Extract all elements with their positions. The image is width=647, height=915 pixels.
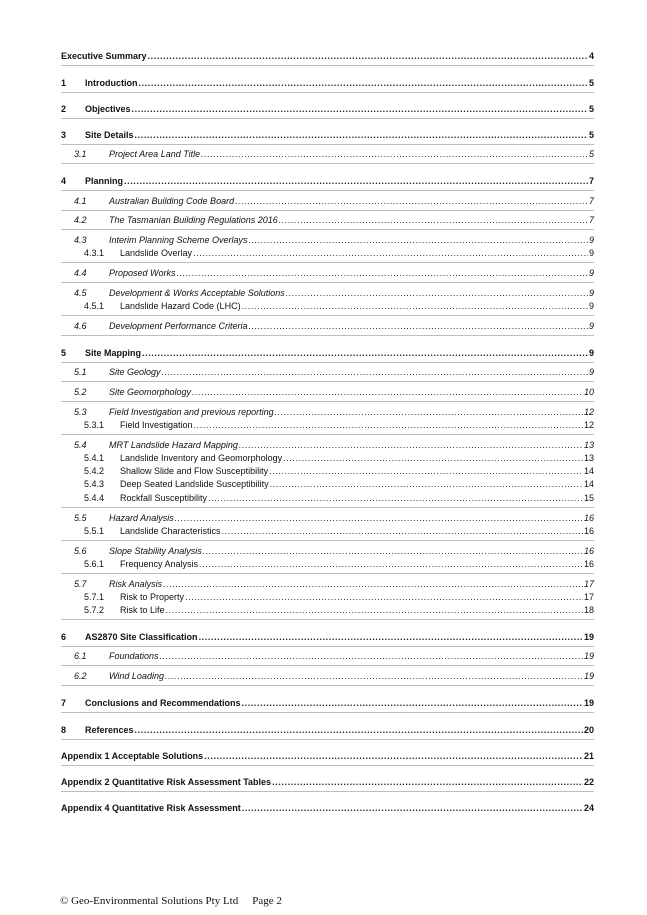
toc-divider xyxy=(61,210,594,211)
toc-entry-page: 24 xyxy=(583,803,594,813)
toc-entry-title: AS2870 Site Classification xyxy=(85,632,198,642)
toc-dot-leader xyxy=(163,578,583,591)
toc-entry-number: 4.5.1 xyxy=(84,301,105,311)
toc-entry-title: Appendix 2 Quantitative Risk Assessment Tables xyxy=(61,777,272,787)
toc-dot-leader xyxy=(208,492,583,505)
toc-entry-number: 6.2 xyxy=(74,671,87,681)
toc-entry-page: 9 xyxy=(588,367,594,377)
toc-entry[interactable] xyxy=(61,478,594,491)
toc-entry-number: 4.6 xyxy=(74,321,87,331)
toc-divider xyxy=(61,540,594,541)
toc-dot-leader xyxy=(269,465,583,478)
toc-entry-number: 5.4.3 xyxy=(84,479,105,489)
toc-entry-page: 9 xyxy=(588,321,594,331)
toc-entry-title: Deep Seated Landslide Susceptibility xyxy=(120,479,269,489)
toc-entry-page: 19 xyxy=(583,671,594,681)
toc-entry[interactable] xyxy=(61,195,594,208)
toc-entry-page: 18 xyxy=(583,605,594,615)
toc-entry-number: 5 xyxy=(61,348,67,358)
toc-entry-number: 4.4 xyxy=(74,268,87,278)
toc-entry-page: 14 xyxy=(583,479,594,489)
toc-entry-title: Foundations xyxy=(109,651,159,661)
toc-entry-number: 4.3 xyxy=(74,235,87,245)
toc-divider xyxy=(61,665,594,666)
toc-entry-page: 22 xyxy=(583,777,594,787)
toc-entry-title: Frequency Analysis xyxy=(120,559,199,569)
toc-dot-leader xyxy=(222,525,583,538)
toc-entry[interactable] xyxy=(61,670,594,683)
toc-entry-title: Objectives xyxy=(85,104,131,114)
toc-entry-number: 2 xyxy=(61,104,67,114)
toc-entry[interactable] xyxy=(61,492,594,505)
toc-entry[interactable] xyxy=(61,366,594,379)
toc-entry-number: 5.4.2 xyxy=(84,466,105,476)
toc-dot-leader xyxy=(249,234,588,247)
toc-entry-page: 16 xyxy=(583,559,594,569)
toc-dot-leader xyxy=(249,320,588,333)
toc-entry[interactable] xyxy=(61,77,594,90)
toc-entry-page: 12 xyxy=(583,407,594,417)
toc-entry-number: 5.2 xyxy=(74,387,87,397)
toc-divider xyxy=(61,362,594,363)
toc-divider xyxy=(61,791,594,792)
toc-dot-leader xyxy=(235,195,588,208)
toc-entry-number: 5.3.1 xyxy=(84,420,105,430)
toc-entry-page: 19 xyxy=(583,651,594,661)
toc-entry[interactable] xyxy=(61,631,594,644)
toc-divider xyxy=(61,282,594,283)
toc-entry-title: Introduction xyxy=(85,78,138,88)
toc-entry-title: Site Mapping xyxy=(85,348,141,358)
toc-entry-page: 9 xyxy=(588,348,594,358)
toc-divider xyxy=(61,92,594,93)
toc-entry-title: Site Details xyxy=(85,130,134,140)
toc-dot-leader xyxy=(199,558,583,571)
toc-entry-page: 7 xyxy=(588,215,594,225)
toc-entry-title: Landslide Inventory and Geomorphology xyxy=(120,453,283,463)
toc-entry[interactable] xyxy=(61,267,594,280)
toc-entry-number: 3.1 xyxy=(74,149,87,159)
toc-divider xyxy=(61,229,594,230)
toc-entry-page: 13 xyxy=(583,453,594,463)
toc-entry-number: 5.4.4 xyxy=(84,493,105,503)
toc-entry-page: 5 xyxy=(588,130,594,140)
toc-entry-number: 5.6 xyxy=(74,546,87,556)
toc-entry[interactable] xyxy=(61,247,594,260)
toc-entry-page: 10 xyxy=(583,387,594,397)
toc-divider xyxy=(61,712,594,713)
toc-dot-leader xyxy=(272,776,583,789)
toc-entry-number: 1 xyxy=(61,78,67,88)
toc-entry[interactable] xyxy=(61,103,594,116)
toc-entry-title: Field Investigation and previous reporting xyxy=(109,407,274,417)
toc-dot-leader xyxy=(166,604,583,617)
toc-dot-leader xyxy=(270,478,583,491)
toc-entry-title: The Tasmanian Building Regulations 2016 xyxy=(109,215,278,225)
toc-entry-page: 13 xyxy=(583,440,594,450)
toc-entry-page: 16 xyxy=(583,546,594,556)
toc-dot-leader xyxy=(124,175,588,188)
toc-entry-number: 5.6.1 xyxy=(84,559,105,569)
toc-dot-leader xyxy=(275,406,583,419)
toc-dot-leader xyxy=(193,247,588,260)
toc-entry-page: 17 xyxy=(583,592,594,602)
toc-dot-leader xyxy=(203,545,583,558)
toc-dot-leader xyxy=(148,50,588,63)
toc-entry-number: 5.1 xyxy=(74,367,87,377)
toc-divider xyxy=(61,381,594,382)
toc-entry-title: Landslide Overlay xyxy=(120,248,193,258)
toc-divider xyxy=(61,434,594,435)
toc-entry[interactable] xyxy=(61,724,594,737)
toc-entry-number: 5.7.1 xyxy=(84,592,105,602)
toc-entry[interactable] xyxy=(61,591,594,604)
toc-entry-number: 4.2 xyxy=(74,215,87,225)
toc-entry-page: 17 xyxy=(583,579,594,589)
toc-entry[interactable] xyxy=(61,148,594,161)
toc-dot-leader xyxy=(201,148,588,161)
toc-entry-title: Appendix 4 Quantitative Risk Assessment xyxy=(61,803,241,813)
toc-dot-leader xyxy=(132,103,588,116)
toc-entry-page: 5 xyxy=(588,104,594,114)
toc-entry-title: Proposed Works xyxy=(109,268,176,278)
toc-entry[interactable] xyxy=(61,802,594,815)
toc-entry-title: Project Area Land Title xyxy=(109,149,201,159)
toc-entry-number: 5.4.1 xyxy=(84,453,105,463)
toc-divider xyxy=(61,335,594,336)
toc-entry-page: 16 xyxy=(583,513,594,523)
toc-entry[interactable] xyxy=(61,234,594,247)
toc-entry-title: Development & Works Acceptable Solutions xyxy=(109,288,285,298)
toc-divider xyxy=(61,739,594,740)
toc-dot-leader xyxy=(185,591,583,604)
toc-divider xyxy=(61,118,594,119)
toc-entry[interactable] xyxy=(61,525,594,538)
toc-entry-title: Risk to Property xyxy=(120,592,185,602)
toc-entry-title: Site Geology xyxy=(109,367,161,377)
toc-entry-title: Rockfall Susceptibility xyxy=(120,493,208,503)
page-footer xyxy=(60,895,282,907)
toc-entry[interactable] xyxy=(61,419,594,432)
toc-entry[interactable] xyxy=(61,129,594,142)
toc-entry[interactable] xyxy=(61,300,594,313)
toc-entry-title: Risk to Life xyxy=(120,605,165,615)
footer-copyright: © Geo-Environmental Solutions Pty Ltd xyxy=(60,895,239,907)
toc-entry-page: 14 xyxy=(583,466,594,476)
toc-entry-page: 7 xyxy=(588,176,594,186)
toc-entry-title: Site Geomorphology xyxy=(109,387,192,397)
toc-entry-number: 4 xyxy=(61,176,67,186)
toc-entry[interactable] xyxy=(61,406,594,419)
toc-entry-title: Interim Planning Scheme Overlays xyxy=(109,235,248,245)
toc-entry-title: Australian Building Code Board xyxy=(109,196,235,206)
toc-entry-page: 16 xyxy=(583,526,594,536)
toc-entry[interactable] xyxy=(61,512,594,525)
toc-entry-number: 5.7.2 xyxy=(84,605,105,615)
toc-dot-leader xyxy=(175,512,583,525)
toc-entry-number: 3 xyxy=(61,130,67,140)
toc-entry[interactable] xyxy=(61,175,594,188)
toc-entry-number: 8 xyxy=(61,725,67,735)
toc-divider xyxy=(61,646,594,647)
toc-divider xyxy=(61,619,594,620)
toc-entry-page: 4 xyxy=(588,51,594,61)
toc-entry-title: Shallow Slide and Flow Susceptibility xyxy=(120,466,269,476)
toc-entry-page: 20 xyxy=(583,725,594,735)
toc-entry[interactable] xyxy=(61,604,594,617)
toc-divider xyxy=(61,507,594,508)
toc-entry[interactable] xyxy=(61,558,594,571)
toc-entry[interactable] xyxy=(61,439,594,452)
toc-entry[interactable] xyxy=(61,386,594,399)
toc-entry-page: 5 xyxy=(588,78,594,88)
toc-entry-page: 5 xyxy=(588,149,594,159)
toc-dot-leader xyxy=(162,366,588,379)
toc-entry[interactable] xyxy=(61,578,594,591)
toc-dot-leader xyxy=(242,300,588,313)
toc-dot-leader xyxy=(239,439,583,452)
footer-page-number: Page 2 xyxy=(252,895,282,907)
toc-entry-number: 4.3.1 xyxy=(84,248,105,258)
toc-divider xyxy=(61,190,594,191)
toc-dot-leader xyxy=(242,697,583,710)
toc-dot-leader xyxy=(177,267,588,280)
toc-entry[interactable] xyxy=(61,347,594,360)
toc-divider xyxy=(61,144,594,145)
toc-entry-title: References xyxy=(85,725,134,735)
toc-entry[interactable] xyxy=(61,545,594,558)
toc-entry-number: 6 xyxy=(61,632,67,642)
toc-entry[interactable] xyxy=(61,214,594,227)
toc-entry[interactable] xyxy=(61,452,594,465)
toc-entry-title: Conclusions and Recommendations xyxy=(85,698,241,708)
toc-entry-page: 19 xyxy=(583,698,594,708)
toc-entry-title: Wind Loading xyxy=(109,671,164,681)
toc-entry[interactable] xyxy=(61,50,594,63)
toc-entry-page: 9 xyxy=(588,268,594,278)
toc-entry-page: 9 xyxy=(588,301,594,311)
toc-dot-leader xyxy=(283,452,583,465)
toc-divider xyxy=(61,163,594,164)
toc-entry[interactable] xyxy=(61,650,594,663)
toc-entry[interactable] xyxy=(61,320,594,333)
toc-entry[interactable] xyxy=(61,465,594,478)
toc-dot-leader xyxy=(192,386,583,399)
toc-entry-title: Field Investigation xyxy=(120,420,193,430)
toc-entry-title: Landslide Characteristics xyxy=(120,526,221,536)
toc-entry-page: 19 xyxy=(583,632,594,642)
toc-dot-leader xyxy=(135,724,583,737)
toc-dot-leader xyxy=(279,214,588,227)
toc-dot-leader xyxy=(204,750,583,763)
toc-entry-title: Hazard Analysis xyxy=(109,513,174,523)
toc-divider xyxy=(61,262,594,263)
toc-entry-number: 5.3 xyxy=(74,407,87,417)
toc-dot-leader xyxy=(139,77,588,90)
toc-dot-leader xyxy=(135,129,588,142)
toc-divider xyxy=(61,401,594,402)
toc-entry-number: 6.1 xyxy=(74,651,87,661)
toc-entry-title: Slope Stability Analysis xyxy=(109,546,202,556)
toc-entry-number: 5.5 xyxy=(74,513,87,523)
toc-entry-page: 15 xyxy=(583,493,594,503)
toc-divider xyxy=(61,765,594,766)
toc-dot-leader xyxy=(165,670,583,683)
toc-entry-title: Planning xyxy=(85,176,123,186)
toc-entry[interactable] xyxy=(61,776,594,789)
toc-entry-number: 5.5.1 xyxy=(84,526,105,536)
toc-entry-page: 12 xyxy=(583,420,594,430)
toc-divider xyxy=(61,573,594,574)
toc-dot-leader xyxy=(142,347,588,360)
toc-entry-title: Executive Summary xyxy=(61,51,147,61)
toc-dot-leader xyxy=(160,650,583,663)
toc-entry-title: Landslide Hazard Code (LHC) xyxy=(120,301,241,311)
toc-entry[interactable] xyxy=(61,287,594,300)
toc-entry-page: 21 xyxy=(583,751,594,761)
toc-entry-number: 4.1 xyxy=(74,196,87,206)
toc-entry-page: 9 xyxy=(588,248,594,258)
toc-entry-title: Risk Analysis xyxy=(109,579,163,589)
toc-dot-leader xyxy=(194,419,583,432)
toc-dot-leader xyxy=(286,287,588,300)
toc-entry-page: 9 xyxy=(588,235,594,245)
toc-entry-number: 7 xyxy=(61,698,67,708)
toc-entry-number: 4.5 xyxy=(74,288,87,298)
toc-entry-title: MRT Landslide Hazard Mapping xyxy=(109,440,238,450)
toc-divider xyxy=(61,685,594,686)
toc-entry[interactable] xyxy=(61,697,594,710)
toc-divider xyxy=(61,315,594,316)
toc-entry-page: 7 xyxy=(588,196,594,206)
toc-entry-title: Development Performance Criteria xyxy=(109,321,248,331)
toc-divider xyxy=(61,65,594,66)
toc-entry-number: 5.4 xyxy=(74,440,87,450)
toc-entry-page: 9 xyxy=(588,288,594,298)
toc-entry-number: 5.7 xyxy=(74,579,87,589)
toc-dot-leader xyxy=(199,631,583,644)
toc-entry[interactable] xyxy=(61,750,594,763)
toc-dot-leader xyxy=(242,802,583,815)
toc-entry-title: Appendix 1 Acceptable Solutions xyxy=(61,751,204,761)
